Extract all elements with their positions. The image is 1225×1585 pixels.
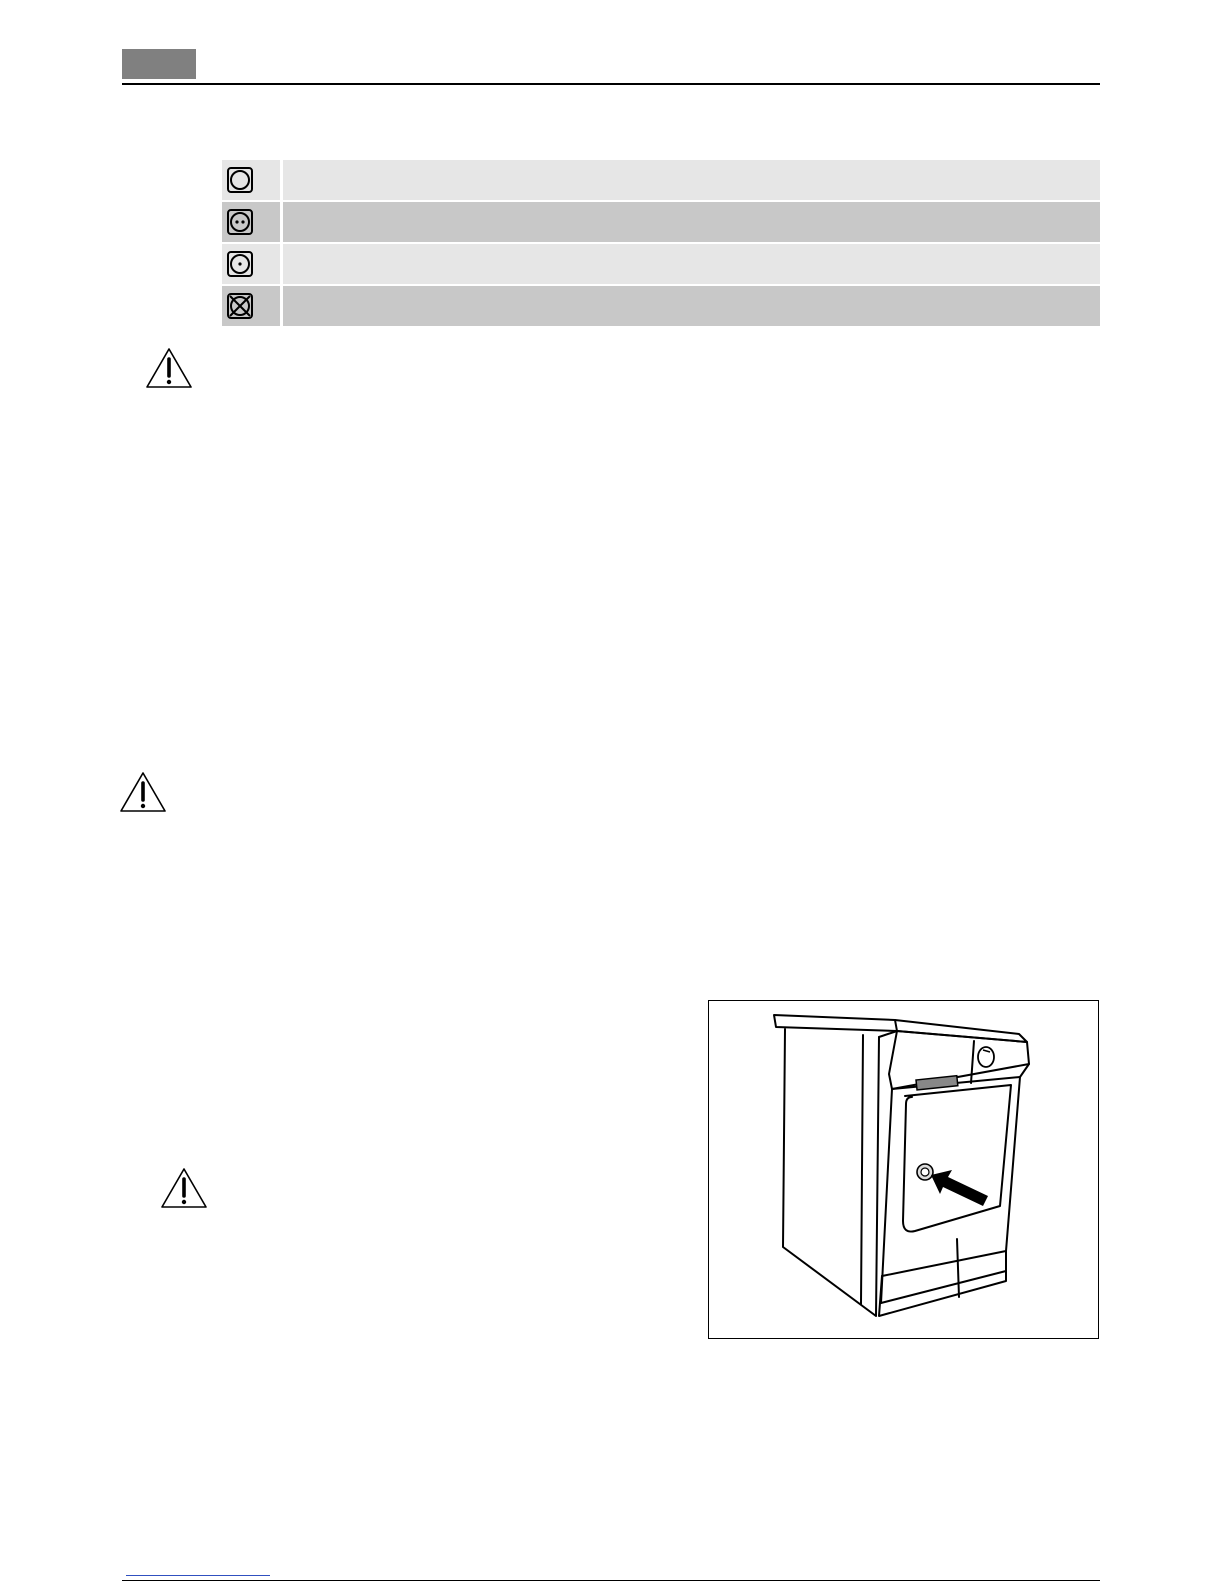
symbol-description bbox=[283, 286, 1100, 326]
footer-link[interactable] bbox=[126, 1575, 270, 1576]
dryer-illustration-figure bbox=[708, 1000, 1099, 1339]
table-row bbox=[222, 286, 1100, 326]
symbol-description bbox=[283, 202, 1100, 242]
arrow-icon bbox=[931, 1170, 988, 1206]
symbol-cell bbox=[222, 286, 280, 326]
tumble-dry-low-heat-icon bbox=[227, 251, 253, 277]
table-row bbox=[222, 244, 1100, 284]
do-not-tumble-dry-icon bbox=[227, 293, 253, 319]
footer-rule bbox=[122, 1580, 1100, 1581]
tumble-dry-normal-icon bbox=[227, 167, 253, 193]
symbol-cell bbox=[222, 202, 280, 242]
table-row bbox=[222, 160, 1100, 200]
tumble-dry-high-heat-icon bbox=[227, 209, 253, 235]
warning-triangle-icon bbox=[145, 347, 193, 389]
header-rule bbox=[122, 83, 1100, 85]
symbol-cell bbox=[222, 160, 280, 200]
dryer-door-illustration bbox=[709, 1001, 1098, 1338]
symbol-description bbox=[283, 244, 1100, 284]
care-symbol-table bbox=[222, 160, 1100, 328]
symbol-description bbox=[283, 160, 1100, 200]
warning-triangle-icon bbox=[119, 771, 167, 813]
header-tab bbox=[122, 49, 196, 79]
symbol-cell bbox=[222, 244, 280, 284]
warning-triangle-icon bbox=[160, 1167, 208, 1209]
table-row bbox=[222, 202, 1100, 242]
